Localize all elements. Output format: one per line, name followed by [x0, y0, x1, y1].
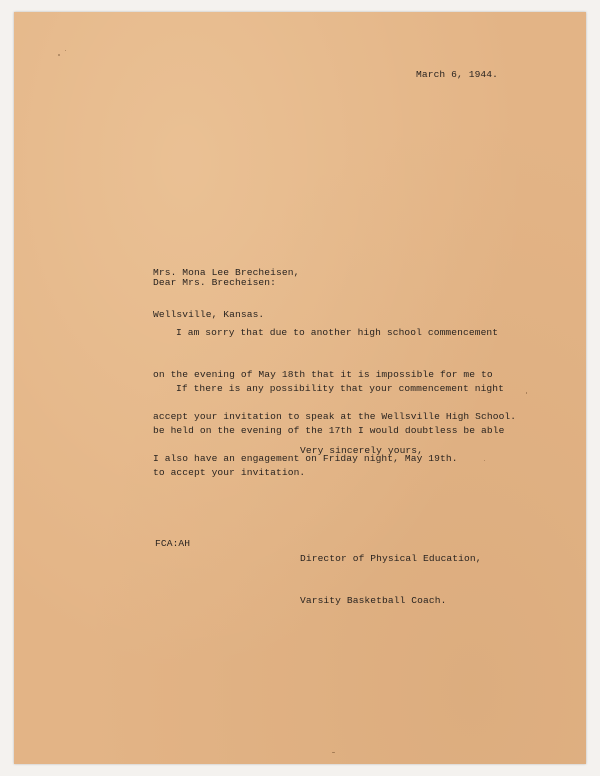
paper-speck — [332, 752, 335, 753]
recipient-name: Mrs. Mona Lee Brecheisen, — [153, 267, 300, 278]
body-line: accept your invitation to speak at the Wellsville High School. — [153, 411, 517, 422]
paper-speck — [58, 54, 60, 56]
paper-speck — [484, 460, 485, 461]
letter-page — [14, 12, 586, 764]
signature-title-line: Varsity Basketball Coach. — [300, 595, 447, 606]
paper-speck — [526, 392, 527, 394]
body-line: be held on the evening of the 17th I would doubtless be able — [153, 425, 505, 436]
salutation: Dear Mrs. Brecheisen: — [153, 277, 277, 288]
signature-title-line: Director of Physical Education, — [300, 553, 482, 564]
signature-title-block — [300, 524, 482, 636]
body-line: I also have an engagement on Friday night, May 19th. — [153, 453, 458, 464]
body-line: If there is any possibility that your commencement night — [176, 383, 505, 394]
letter-date: March 6, 1944. — [416, 69, 499, 80]
body-line: on the evening of May 18th that it is impossible for me to — [153, 369, 493, 380]
recipient-address: Wellsville, Kansas. — [153, 309, 265, 320]
body-line: I am sorry that due to another high school commencement — [176, 327, 499, 338]
body-line: to accept your invitation. — [153, 467, 306, 478]
paper-speck — [65, 50, 66, 51]
closing: Very sincerely yours, — [300, 445, 424, 456]
typist-initials: FCA:AH — [155, 538, 191, 549]
body-paragraph-2 — [153, 354, 504, 508]
